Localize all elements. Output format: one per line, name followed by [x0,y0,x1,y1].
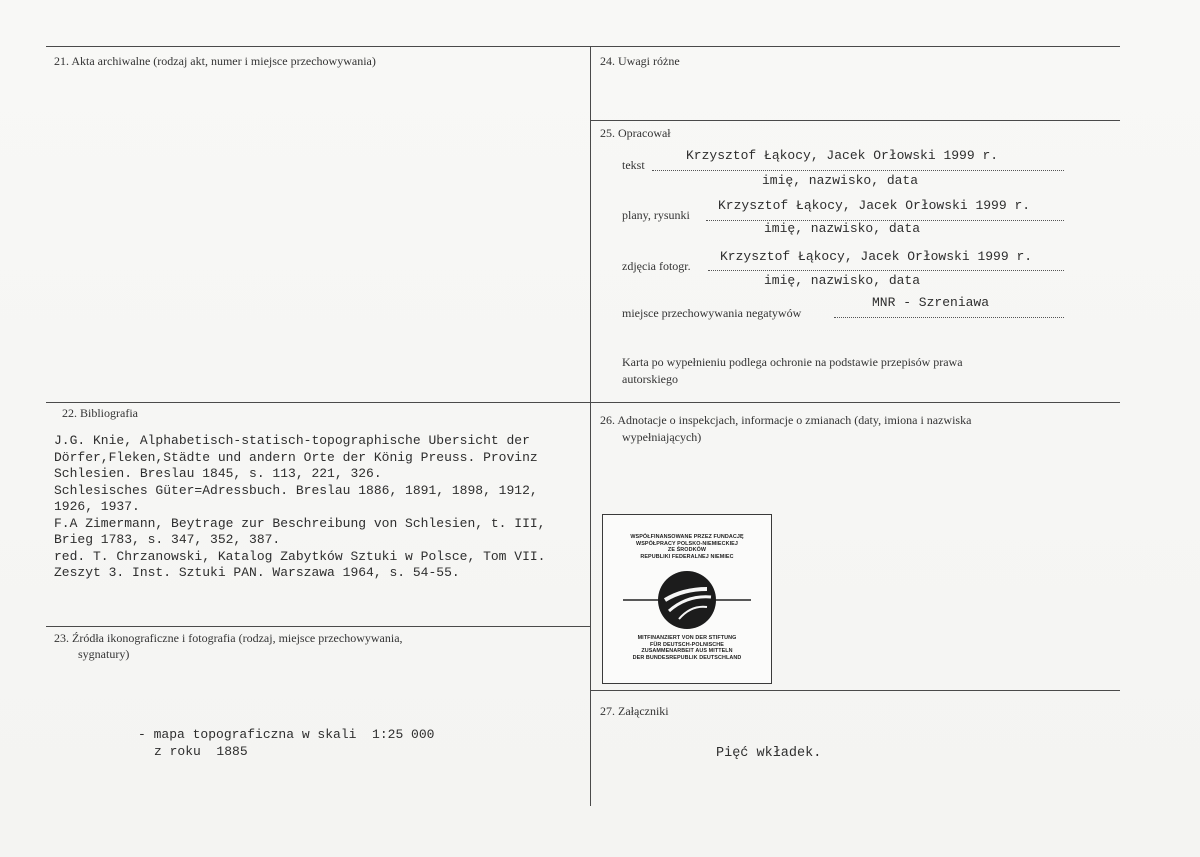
top-border-line [46,46,1120,47]
section-23-label: 23. Źródła ikonograficzne i fotografia (rodzaj, miejsce przechowywania, [54,631,403,645]
attachments-value: Pięć wkładek. [716,746,822,761]
section-26-label-cont: wypełniających) [622,430,702,444]
zdjecia-value: Krzysztof Łąkocy, Jacek Orłowski 1999 r. [720,249,1033,264]
tekst-dotted-line [652,170,1064,171]
zdjecia-sub: imię, nazwisko, data [764,273,921,288]
foundation-logo [602,514,772,684]
logo-text-top [609,534,765,560]
copyright-note: Karta po wypełnieniu podlega ochronie na podstawie przepisów prawa [622,355,963,369]
plany-label: plany, rysunki [622,208,690,222]
section-26-label: 26. Adnotacje o inspekcjach, informacje o zmianach (daty, imiona i nazwiska [600,413,972,427]
bibliography-list [54,433,545,582]
divider-26-27 [590,690,1120,691]
section-21-label: 21. Akta archiwalne (rodzaj akt, numer i miejsce przechowywania) [54,54,376,68]
divider-21-22 [46,402,590,403]
logo-text-bottom [609,635,765,661]
zdjecia-dotted-line [708,270,1064,271]
copyright-note-cont: autorskiego [622,372,678,386]
logo-line: ZUSAMMENARBEIT AUS MITTELN [641,648,733,655]
divider-24-25 [590,120,1120,121]
plany-value: Krzysztof Łąkocy, Jacek Orłowski 1999 r. [718,198,1031,213]
negatywy-label: miejsce przechowywania negatywów [622,306,802,320]
bibliography-line: Schlesisches Güter=Adressbuch. Breslau 1886, 1891, 1898, 1912, [54,482,538,498]
bibliography-line: 1926, 1937. [54,499,140,514]
tekst-label: tekst [622,158,645,172]
logo-line: WSPÓŁPRACY POLSKO-NIEMIECKIEJ [636,540,738,547]
section-23-label-cont: sygnatury) [78,647,130,661]
divider-25-26 [590,402,1120,403]
tekst-sub: imię, nazwisko, data [762,173,919,188]
bibliography-line: Dörfer,Fleken,Städte und andern Orte der König Preuss. Provinz [54,449,538,465]
logo-line: MITFINANZIERT VON DER STIFTUNG [637,635,737,641]
bibliography-line: J.G. Knie, Alphabetisch-statisch-topographische Ubersicht der [54,433,530,448]
bibliography-line: Schlesien. Breslau 1845, s. 113, 221, 326. [54,466,382,481]
section-22-label: 22. Bibliografia [62,406,138,420]
negatywy-dotted-line [834,317,1064,318]
bibliography-line: F.A Zimermann, Beytrage zur Beschreibung von Schlesien, t. III, [54,515,546,531]
logo-line: DER BUNDESREPUBLIK DEUTSCHLAND [632,654,742,661]
iconography-line-1: - mapa topograficzna w skali 1:25 000 [138,727,435,742]
section-27-label: 27. Załączniki [600,704,669,718]
bibliography-line: red. T. Chrzanowski, Katalog Zabytków Sztuki w Polsce, Tom VII. [54,548,546,564]
section-25-label: 25. Opracował [600,126,671,140]
iconography-line-2: z roku 1885 [154,744,248,759]
logo-line: WSPÓŁFINANSOWANE PRZEZ FUNDACJĘ [630,534,744,540]
bibliography-line: Zeszyt 3. Inst. Sztuki PAN. Warszawa 1964, s. 54-55. [54,565,460,580]
bibliography-line: Brieg 1783, s. 347, 352, 387. [54,532,281,547]
section-24-label: 24. Uwagi różne [600,54,680,68]
logo-line: FÜR DEUTSCH-POLNISCHE [650,641,724,648]
tekst-value: Krzysztof Łąkocy, Jacek Orłowski 1999 r. [686,148,999,163]
zdjecia-label: zdjęcia fotogr. [622,259,691,273]
logo-line: ZE ŚRODKÓW [667,547,707,554]
plany-sub: imię, nazwisko, data [764,221,921,236]
negatywy-value: MNR - Szreniawa [872,295,990,310]
logo-line: REPUBLIKI FEDERALNEJ NIEMIEC [640,553,734,560]
divider-22-23 [46,626,590,627]
column-divider [590,46,591,806]
foundation-emblem-icon [603,567,771,637]
